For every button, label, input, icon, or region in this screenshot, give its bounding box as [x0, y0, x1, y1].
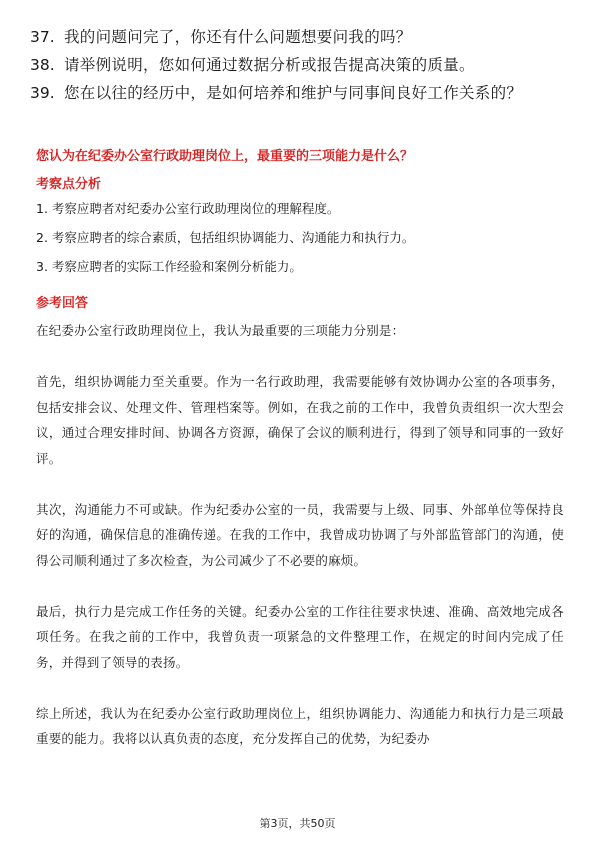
analysis-item: 2. 考察应聘者的综合素质，包括组织协调能力、沟通能力和执行力。	[36, 230, 415, 245]
answer-body	[36, 318, 564, 752]
answer-paragraph: 综上所述，我认为在纪委办公室行政助理岗位上，组织协调能力、沟通能力和执行力是三项最重要的能力。我将以认真负责的态度，充分发挥自己的优势，为纪委办	[36, 705, 564, 746]
answer-paragraph: 最后，执行力是完成工作任务的关键。纪委办公室的工作往往要求快速、准确、高效地完成各项任务。在我之前的工作中，我曾负责一项紧急的文件整理工作，在规定的时间内完成了任务，并得到了领导的表扬。	[36, 603, 564, 670]
featured-question-title: 您认为在纪委办公室行政助理岗位上，最重要的三项能力是什么？	[36, 149, 414, 164]
question-text: 请举例说明，您如何通过数据分析或报告提高决策的质量。	[64, 56, 475, 74]
question-text: 您在以往的经历中，是如何培养和维护与同事间良好工作关系的？	[64, 84, 523, 102]
analysis-item: 3. 考察应聘者的实际工作经验和案例分析能力。	[36, 259, 302, 274]
analysis-heading: 考察点分析	[36, 177, 102, 192]
question-item	[30, 26, 570, 48]
analysis-item: 1. 考察应聘者对纪委办公室行政助理岗位的理解程度。	[36, 201, 340, 216]
question-number: 38.	[30, 56, 55, 74]
answer-paragraph: 在纪委办公室行政助理岗位上，我认为最重要的三项能力分别是：	[36, 323, 405, 338]
question-list	[30, 26, 570, 110]
answer-paragraph: 其次，沟通能力不可或缺。作为纪委办公室的一员，我需要与上级、同事、外部单位等保持良好的沟通，确保信息的准确传递。在我的工作中，我曾成功协调了与外部监管部门的沟通，使得公司顺利通过了多次检查，为公司减少了不必要的麻烦。	[36, 501, 564, 568]
question-number: 37.	[30, 28, 55, 46]
page-footer: 第3页，共50页	[259, 817, 336, 830]
answer-paragraph: 首先，组织协调能力至关重要。作为一名行政助理，我需要能够有效协调办公室的各项事务，包括安排会议、处理文件、管理档案等。例如，在我之前的工作中，我曾负责组织一次大型会议，通过合理安排时间、协调各方资源，确保了会议的顺利进行，得到了领导和同事的一致好评。	[36, 374, 564, 466]
question-item	[30, 82, 570, 104]
question-item	[30, 54, 570, 76]
answer-heading: 参考回答	[36, 296, 89, 311]
question-number: 39.	[30, 84, 55, 102]
question-text: 我的问题问完了，你还有什么问题想要问我的吗？	[64, 28, 412, 46]
analysis-list	[36, 200, 566, 287]
